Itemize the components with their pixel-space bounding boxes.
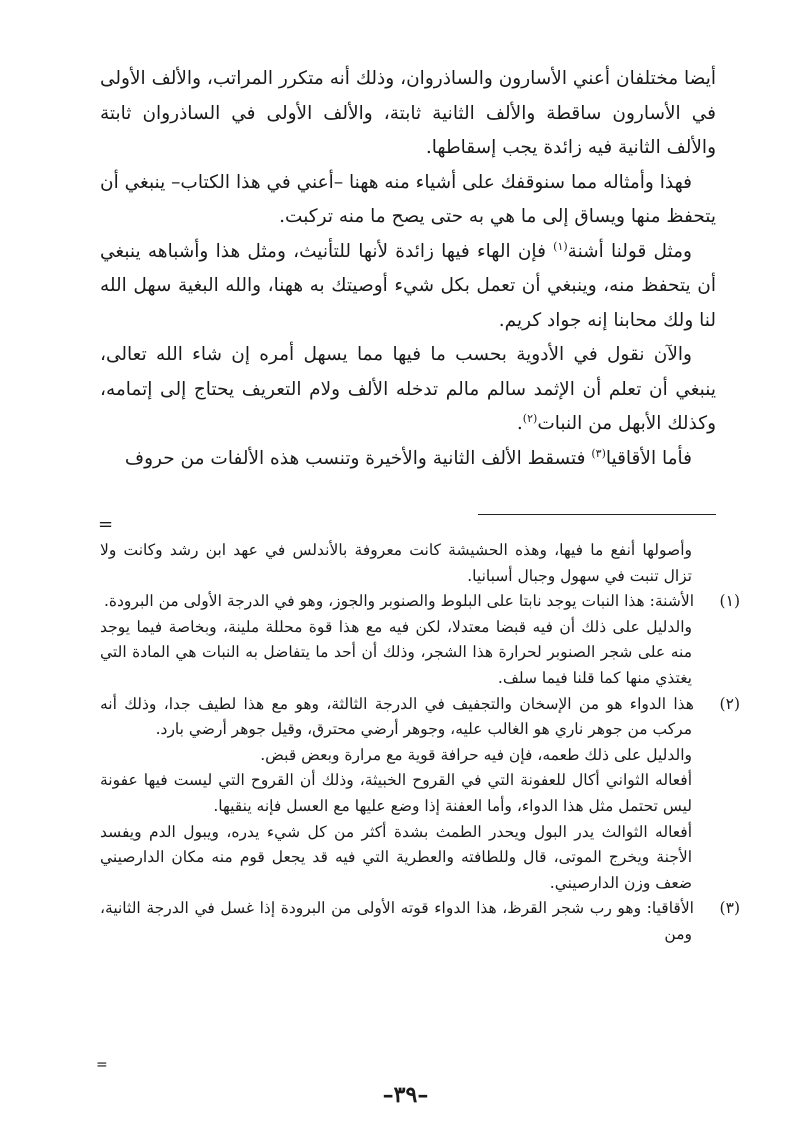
footnote-1-paragraph-2: والدليل على ذلك أن فيه قبضا معتدلا، لكن فيه مع هذا قوة محللة ملينة، وبخاصة فيما يوجد منه على شجر الصنوبر لحرارة هذا الشجر، وذلك أن أحد ما يتفاضل به النبات هي المادة التي يغتذي منها كما قلنا فيما سلف.: [100, 617, 692, 687]
main-text: [100, 62, 716, 476]
footnote-1-number: (١): [719, 592, 740, 611]
continuation-mark: =: [98, 514, 114, 535]
paragraph-4: [100, 338, 716, 442]
paragraph-4-text-a: والآن نقول في الأدوية بحسب ما فيها مما يسهل أمره إن شاء الله تعالى، ينبغي أن تعلم أن الإثمد سالم مالم تدخله الألف ولام التعريف يحتاج إلى إتمامه، وكذلك الأبهل من النبات: [100, 344, 716, 434]
page-number: –٣٩–: [382, 1082, 429, 1108]
footnote-continuation: وأصولها أنفع ما فيها، وهذه الحشيشة كانت معروفة بالأندلس في عهد ابن رشد وكانت ولا تزال تنبت في سهول وجبال أسبانيا.: [100, 541, 692, 585]
paragraph-3: [100, 235, 716, 339]
footnote-2-paragraph-2: والدليل على ذلك طعمه، فإن فيه حرافة قوية مع مرارة وبعض قبض.: [260, 745, 692, 764]
paragraph-2-text: فهذا وأمثاله مما سنوقفك على أشياء منه ههنا –أعني في هذا الكتاب– ينبغي أن يتحفظ منها ويساق إلى ما هي به حتى يصح ما منه تركبت.: [100, 171, 716, 227]
end-continuation-mark: =: [96, 1057, 108, 1073]
footnote-2-paragraph-3: أفعاله الثواني أكال للعفونة التي في القروح الخبيثة، وذلك أن القروح التي ليست فيها عفونة ليس تحتمل مثل هذا الدواء، وأما العفنة إذا وضع عليها مع العسل فإنه ينقيها.: [100, 771, 692, 815]
paragraph-3-text-a: ومثل قولنا أشنة: [567, 240, 692, 262]
paragraph-1-text: أيضا مختلفان أعني الأسارون والساذروان، وذلك أنه متكرر المراتب، والألف الأولى في الأسارون ساقطة والألف الثانية ثابتة، والألف الأولى في الساذروان ثابتة والألف الثانية فيه زائدة يجب إسقاطها.: [100, 68, 716, 158]
paragraph-2: [100, 166, 716, 235]
footnote-2-text: هذا الدواء هو من الإسخان والتجفيف في الدرجة الثالثة، وهو مع هذا لطيف جدا، وذلك أنه مركب من جوهر ناري هو الغالب عليه، وجوهر أرضي محترق، وقيل جوهر أرضي بارد.: [100, 694, 694, 739]
paragraph-5: [100, 442, 716, 477]
footnote-1-text: الأشنة: هذا النبات يوجد نابتا على البلوط والصنوبر والجوز، وهو في الدرجة الأولى من البرودة.: [103, 592, 694, 611]
footnotes: [100, 538, 740, 948]
footnote-3-text: الأقاقيا: وهو رب شجر القرظ، هذا الدواء قوته الأولى من البرودة إذا غسل في الدرجة الثانية، ومن: [100, 899, 694, 943]
footnote-3: [100, 896, 740, 947]
footnote-2-paragraph-4: أفعاله الثوالث يدر البول ويحدر الطمث بشدة أكثر من كل شيء يدره، ويبول الدم ويفسد الأجنة ويخرج الموتى، قال وللطافته والعطرية التي فيه قد يجعل قوم منه مكان الدارصيني ضعف وزن الدارصيني.: [100, 822, 692, 892]
paragraph-5-text-a: فأما الأقاقيا: [605, 447, 692, 469]
paragraph-3-text-b: فإن الهاء فيها زائدة لأنها للتأنيث، ومثل هذا وأشباهه ينبغي أن يتحفظ منه، وينبغي أن تعمل بكل شيء أوصيتك به ههنا، والله البغية سهل الله لنا ولك محابنا إنه جواد كريم.: [100, 240, 716, 331]
footnote-2-number: (٢): [719, 694, 740, 713]
footnote-ref-1[interactable]: (١): [553, 239, 568, 253]
paragraph-1: [100, 62, 716, 166]
footnote-ref-3[interactable]: (٣): [591, 446, 606, 460]
footnote-1: [100, 589, 740, 615]
paragraph-5-text-b: فتسقط الألف الثانية والأخيرة وتنسب هذه الألفات من حروف: [124, 447, 592, 469]
footnote-2: [100, 692, 740, 743]
footnote-ref-2[interactable]: (٢): [522, 411, 538, 425]
paragraph-4-text-b: .: [516, 413, 523, 434]
footnote-3-number: (٣): [719, 899, 740, 918]
footnote-separator: [478, 514, 716, 515]
